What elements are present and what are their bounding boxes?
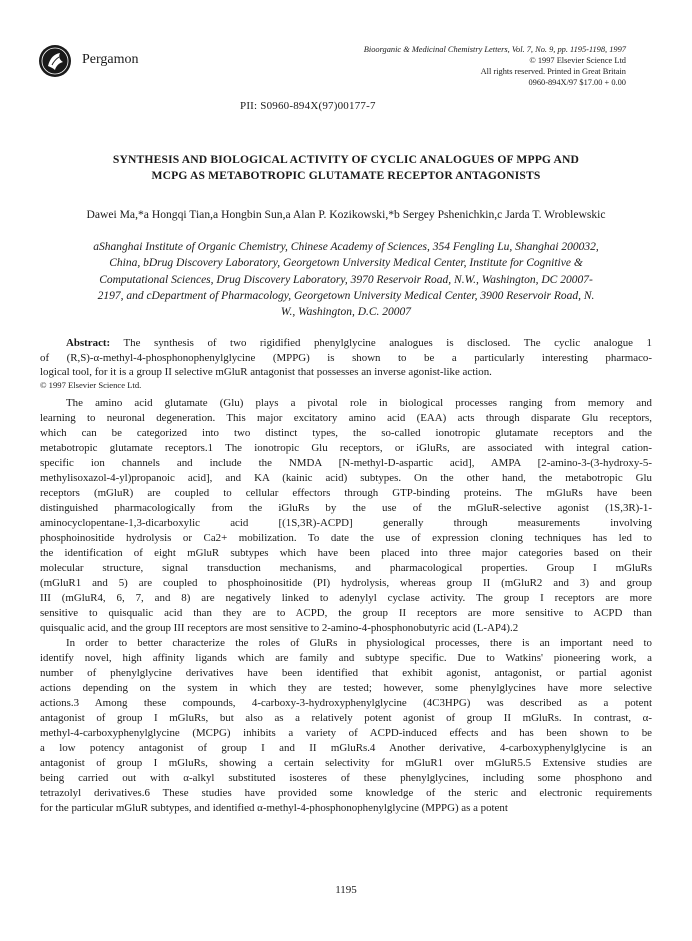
text-line: specific ion channels and include the NMDA [N-methyl-D-aspartic acid], AMPA [2-amino-3-(3-hydroxy-5- xyxy=(40,457,652,469)
text-line: tetrazolyl derivatives.6 These studies have provided some knowledge of the steric and electronic requirements xyxy=(40,787,652,799)
text-line: actions depending on the system in which they are tested; however, some phenylglycines have more selective xyxy=(40,682,652,694)
text-line: receptors (mGluR) are coupled to cellular effectors through GTP-binding proteins. The mGluRs have been xyxy=(40,487,652,499)
copyright-line: © 1997 Elsevier Science Ltd xyxy=(529,56,626,65)
text-line: sensitive to quisqualic acid than they are to ACPD, the group II receptors are more sensitive to ACPD than xyxy=(40,607,652,619)
text-line: antagonist of group I mGluRs, showing a certain selectivity for mGluR1 over mGluR5.5 Extensive studies are xyxy=(40,757,652,769)
text-line: being carried out with α-alkyl substituted isosteres of these phenylglycines, including some phosphono and xyxy=(40,772,652,784)
text-line: quisqualic acid, and the group III receptors are most sensitive to 2-amino-4-phosphonobutyric acid (L-AP4).2 xyxy=(40,622,519,634)
paragraph-1 xyxy=(40,396,652,636)
abstract-label: Abstract: xyxy=(66,337,111,349)
body-text xyxy=(40,396,652,816)
abstract xyxy=(40,336,652,380)
text-line: number of phenylglycine derivatives have been identified that exhibit agonist, antagonist, or partial agonist xyxy=(40,667,652,679)
text-line: actions.3 Among these compounds, 4-carboxy-3-hydroxyphenylglycine (4C3HPG) was described as a potent xyxy=(40,697,652,709)
text-line: molecular structure, signal transduction mechanisms, and pharmacological properties. Group I mGluRs xyxy=(40,562,652,574)
abstract-copyright: © 1997 Elsevier Science Ltd. xyxy=(40,380,142,390)
text-line: the identification of eight mGluR subtypes which have been placed into three major categories based on their xyxy=(40,547,652,559)
paragraph-2 xyxy=(40,636,652,816)
page-number: 1195 xyxy=(335,884,357,896)
text-line: methylisoxazol-4-yl)propanoic acid], and KA (kainic acid) subtypes. On the other hand, the metabotropic Glu xyxy=(40,472,652,484)
text-line: III (mGluR4, 6, 7, and 8) are negatively linked to adenylyl cyclase activity. The group I receptors are more xyxy=(40,592,652,604)
text-line: distinguished pharmacologically from the iGluRs by the use of the mGluR-selective agonist (1S,3R)-1- xyxy=(40,502,652,514)
publisher-logo xyxy=(38,44,72,78)
abstract-line: of (R,S)-α-methyl-4-phosphonophenylglycine (MPPG) is shown to be a particularly interesting pharmaco- xyxy=(40,351,652,364)
journal-citation: Bioorganic & Medicinal Chemistry Letters, Vol. 7, No. 9, pp. 1195-1198, 1997 xyxy=(363,45,626,54)
affiliation-line: aShanghai Institute of Organic Chemistry, Chinese Academy of Sciences, 354 Fengling Lu, Shanghai 200032, xyxy=(93,241,599,253)
abstract-line: logical tool, for it is a group II selective mGluR antagonist that possesses an inverse agonist-like action. xyxy=(40,366,492,378)
text-line: antagonist of group I mGluRs, but also as a relatively potent agonist of group II mGluRs. In contrast, α- xyxy=(40,712,652,724)
text-line: identify novel, high affinity ligands which are family and subtype specific. Due to Watkins' pioneering work, a xyxy=(40,652,652,664)
affiliations xyxy=(62,239,630,320)
affiliation-line: 2197, and cDepartment of Pharmacology, Georgetown University Medical Center, 3900 Reservoir Road, N. xyxy=(97,289,595,302)
affiliation-line: W., Washington, D.C. 20007 xyxy=(280,306,412,319)
abstract-line: Abstract: The synthesis of two rigidified phenylglycine analogues is disclosed. The cyclic analogue 1 xyxy=(66,337,652,349)
publisher-name: Pergamon xyxy=(82,52,139,67)
paper-title xyxy=(70,152,622,184)
author-list: Dawei Ma,*a Hongqi Tian,a Hongbin Sun,a Alan P. Kozikowski,*b Sergey Pshenichkin,c Jarda T. Wroblewskic xyxy=(86,208,606,221)
issn-line: 0960-894X/97 $17.00 + 0.00 xyxy=(528,78,626,87)
text-line: aminocyclopentane-1,3-dicarboxylic acid [(1S,3R)-ACPD] generally through measurements involving xyxy=(40,517,652,529)
pii-identifier: PII: S0960-894X(97)00177-7 xyxy=(240,100,376,112)
text-line: a low potency antagonist of group I and II mGluRs.4 Another derivative, 4-carboxyphenylglycine is an xyxy=(40,742,652,754)
rights-line: All rights reserved. Printed in Great Britain xyxy=(480,67,626,76)
text-line: metabotropic glutamate receptors.1 The ionotropic Glu receptors, or iGluRs, are associated with integral cation- xyxy=(40,442,652,454)
text-line: learning to neuronal degeneration. This major excitatory amino acid (EAA) acts through disparate Glu receptors, xyxy=(40,412,652,424)
text-line: In order to better characterize the roles of GluRs in physiological processes, there is an important need to xyxy=(66,637,652,649)
text-line: methyl-4-carboxyphenylglycine (MCPG) inhibits a variety of ACPD-induced effects and has been shown to be xyxy=(40,727,652,739)
affiliation-line: China, bDrug Discovery Laboratory, Georgetown University Medical Center, Institute for Cognitive & xyxy=(109,257,583,270)
title-line: SYNTHESIS AND BIOLOGICAL ACTIVITY OF CYCLIC ANALOGUES OF MPPG AND xyxy=(112,153,580,166)
text-line: phosphoinositide hydrolysis or Ca2+ mobilization. To date the use of expression cloning techniques has led to xyxy=(40,532,652,544)
text-line: The amino acid glutamate (Glu) plays a pivotal role in biological processes ranging from memory and xyxy=(66,397,652,409)
text-line: which can be categorized into two distinct types, the so-called ionotropic glutamate receptors and the xyxy=(40,427,652,439)
text-line: for the particular mGluR subtypes, and identified α-methyl-4-phosphonophenylglycine (MPPG) as a potent xyxy=(40,802,508,814)
affiliation-line: Computational Sciences, Drug Discovery Laboratory, 3970 Reservoir Road, N.W., Washington, DC 20007- xyxy=(99,273,593,286)
title-line: MCPG AS METABOTROPIC GLUTAMATE RECEPTOR ANTAGONISTS xyxy=(151,169,541,182)
text-line: (mGluR1 and 5) are coupled to phosphoinositide (PI) hydrolysis, whereas group II (mGluR2 and 3) and group xyxy=(40,577,652,589)
